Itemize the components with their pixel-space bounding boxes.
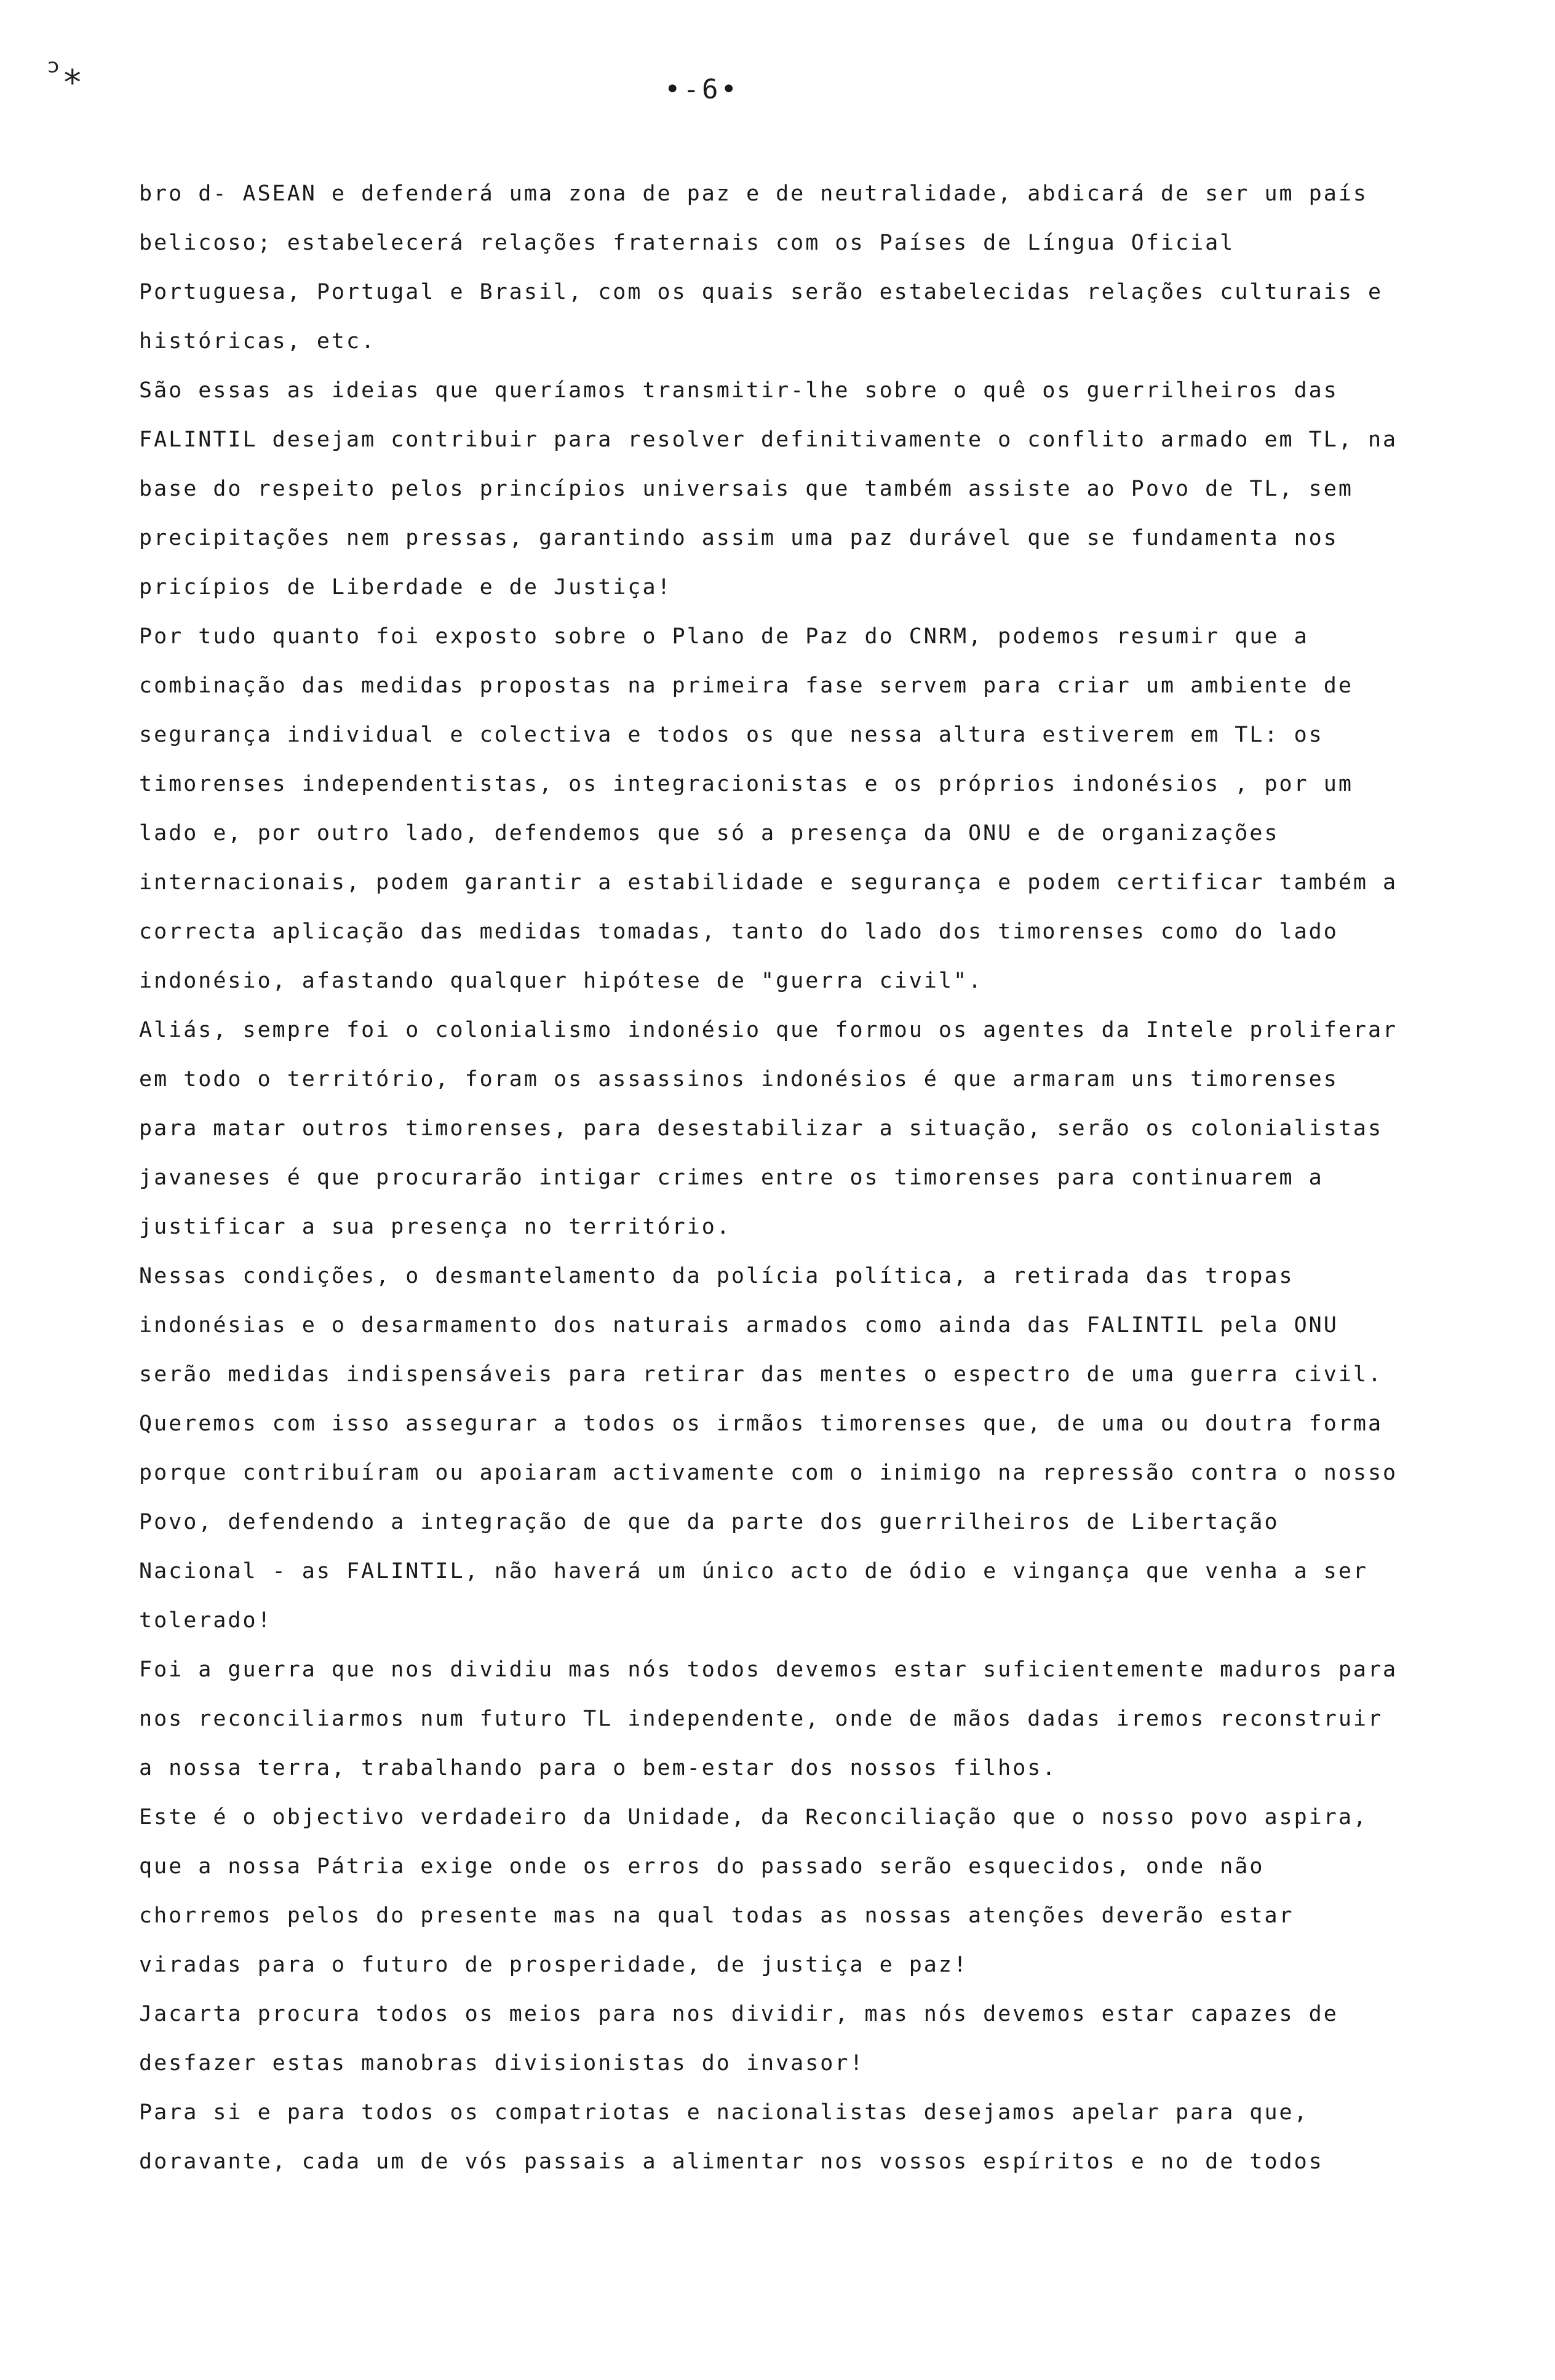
- corner-mark: ᵓ⁎: [43, 52, 81, 92]
- paragraph: Aliás, sempre foi o colonialismo indonésio que formou os agentes da Intele proliferar em todo o território, foram os assassinos indonésios é que armaram uns timorenses para matar outros timorenses, para desestabilizar a situação, serão os colonialistas javaneses é que procurarão intigar crimes entre os timorenses para continuarem a justificar a sua presença no território.: [139, 1018, 1413, 1239]
- paragraph: Por tudo quanto foi exposto sobre o Plano de Paz do CNRM, podemos resumir que a combinação das medidas propostas na primeira fase servem para criar um ambiente de segurança individual e colectiva e todos os que nessa altura estiverem em TL: os timorenses independentistas, os integracionistas e os próprios indonésios , por um lado e, por outro lado, defendemos que só a presença da ONU e de organizações internacionais, podem garantir a estabilidade e segurança e podem certificar também a correcta aplicação das medidas tomadas, tanto do lado dos timorenses como do lado indonésio, afastando qualquer hipótese de "guerra civil".: [139, 624, 1413, 993]
- paragraph: Para si e para todos os compatriotas e nacionalistas desejamos apelar para que, doravante, cada um de vós passais a alimentar nos vossos espíritos e no de todos: [139, 2100, 1324, 2174]
- paragraph: Foi a guerra que nos dividiu mas nós todos devemos estar suficientemente maduros para nos reconciliarmos num futuro TL independente, onde de mãos dadas iremos reconstruir a nossa terra, trabalhando para o bem-estar dos nossos filhos.: [139, 1657, 1413, 1780]
- page-number: •-6•: [664, 74, 739, 105]
- paragraph: Nessas condições, o desmantelamento da polícia política, a retirada das tropas indonésias e o desarmamento dos naturais armados como ainda das FALINTIL pela ONU serão medidas indispensáveis para retirar das mentes o espectro de uma guerra civil. Queremos com isso assegurar a todos os irmãos timorenses que, de uma ou doutra forma porque contribuíram ou apoiaram activamente com o inimigo na repressão contra o nosso Povo, defendendo a integração de que da parte dos guerrilheiros de Libertação Nacional - as FALINTIL, não haverá um único acto de ódio e vingança que venha a ser tolerado!: [139, 1264, 1413, 1633]
- paragraph: São essas as ideias que queríamos transmitir-lhe sobre o quê os guerrilheiros das FALINTIL desejam contribuir para resolver definitivamente o conflito armado em TL, na base do respeito pelos princípios universais que também assiste ao Povo de TL, sem precipitações nem pressas, garantindo assim uma paz durável que se fundamenta nos pricípios de Liberdade e de Justiça!: [139, 378, 1413, 600]
- paragraph: Jacarta procura todos os meios para nos dividir, mas nós devemos estar capazes de desfazer estas manobras divisionistas do invasor!: [139, 2002, 1353, 2076]
- paragraph: Este é o objectivo verdadeiro da Unidade, da Reconciliação que o nosso povo aspira, que a nossa Pátria exige onde os erros do passado serão esquecidos, onde não chorremos pelos do presente mas na qual todas as nossas atenções deverão estar viradas para o futuro de prosperidade, de justiça e paz!: [139, 1805, 1383, 1977]
- page-body: [139, 169, 1413, 2186]
- paragraph: bro d- ASEAN e defenderá uma zona de paz e de neutralidade, abdicará de ser um país belicoso; estabelecerá relações fraternais com os Países de Língua Oficial Portuguesa, Portugal e Brasil, com os quais serão estabelecidas relações culturais e históricas, etc.: [139, 181, 1398, 354]
